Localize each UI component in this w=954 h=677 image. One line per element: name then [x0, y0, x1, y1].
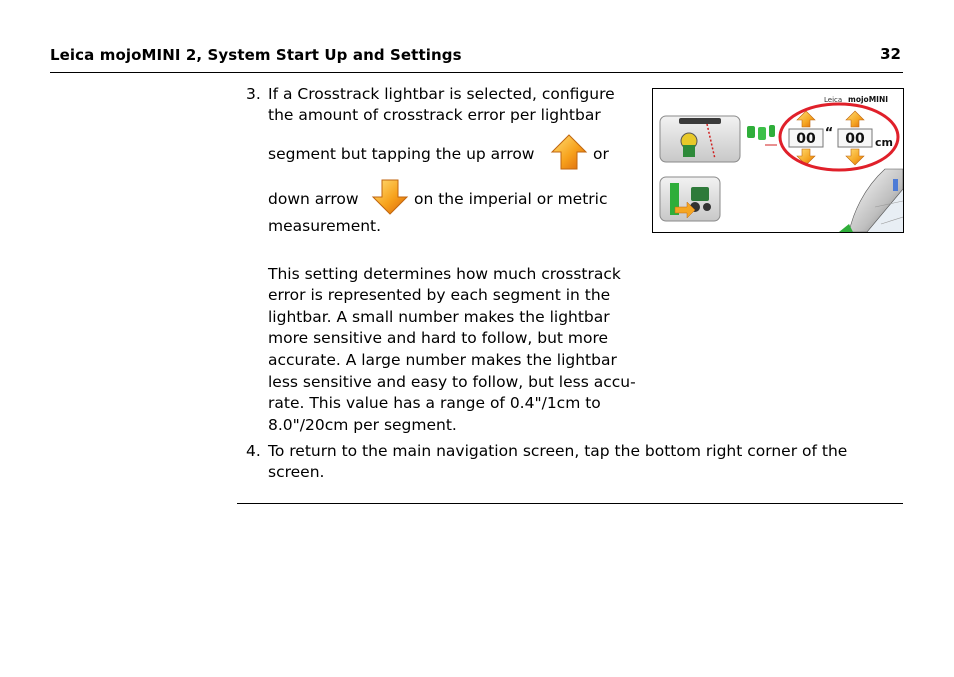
lightbar-settings-screenshot — [652, 88, 904, 233]
step-number: 3. — [246, 85, 261, 103]
header-title: Leica mojoMINI 2, System Start Up and Settings — [50, 46, 462, 64]
page-header — [50, 44, 903, 73]
brand-name: mojoMINI — [848, 95, 889, 104]
step-text-line: measurement. — [268, 217, 382, 235]
page-curl-corner[interactable] — [839, 169, 903, 232]
screenshot-illustration — [653, 89, 903, 232]
metric-up-arrow-icon — [846, 111, 864, 127]
paragraph-line: error is represented by each segment in the — [268, 286, 611, 304]
paragraph-line: 8.0"/20cm per segment. — [268, 416, 457, 434]
paragraph-line: lightbar. A small number makes the lightbar — [268, 308, 610, 326]
step-text-line: on the imperial or metric — [414, 190, 608, 208]
step-text-line: segment but tapping the up arrow — [268, 145, 535, 163]
lightbar-type-button[interactable] — [660, 116, 740, 162]
step-text-line: or — [593, 145, 609, 163]
brand-prefix: Leica — [824, 96, 843, 104]
guidance-mode-button[interactable] — [660, 177, 720, 221]
lightbar-segments-icon — [747, 125, 777, 145]
imperial-value-control[interactable] — [789, 111, 833, 165]
imperial-value: 00 — [796, 131, 816, 147]
step-text-line: the amount of crosstrack error per lightbar — [268, 106, 601, 124]
paragraph-line: more sensitive and hard to follow, but more — [268, 329, 609, 347]
step-text-line: If a Crosstrack lightbar is selected, configure — [268, 85, 615, 103]
step-number: 4. — [246, 442, 261, 460]
step-text-line: screen. — [268, 463, 325, 481]
metric-unit: cm — [875, 136, 893, 149]
paragraph-line: This setting determines how much crosstrack — [268, 265, 621, 283]
down-arrow-icon — [371, 178, 409, 216]
page-number: 32 — [880, 45, 901, 63]
bottom-divider — [237, 503, 903, 504]
paragraph-line: accurate. A large number makes the lightbar — [268, 351, 617, 369]
step-text-line: down arrow — [268, 190, 359, 208]
paragraph-line: less sensitive and easy to follow, but less accu- — [268, 373, 636, 391]
metric-value: 00 — [845, 131, 865, 147]
imperial-unit: “ — [824, 126, 834, 141]
metric-down-arrow-icon — [846, 149, 864, 165]
up-arrow-icon — [550, 133, 588, 171]
paragraph-line: rate. This value has a range of 0.4"/1cm to — [268, 394, 601, 412]
step-text-line: To return to the main navigation screen, tap the bottom right corner of the — [268, 442, 848, 460]
